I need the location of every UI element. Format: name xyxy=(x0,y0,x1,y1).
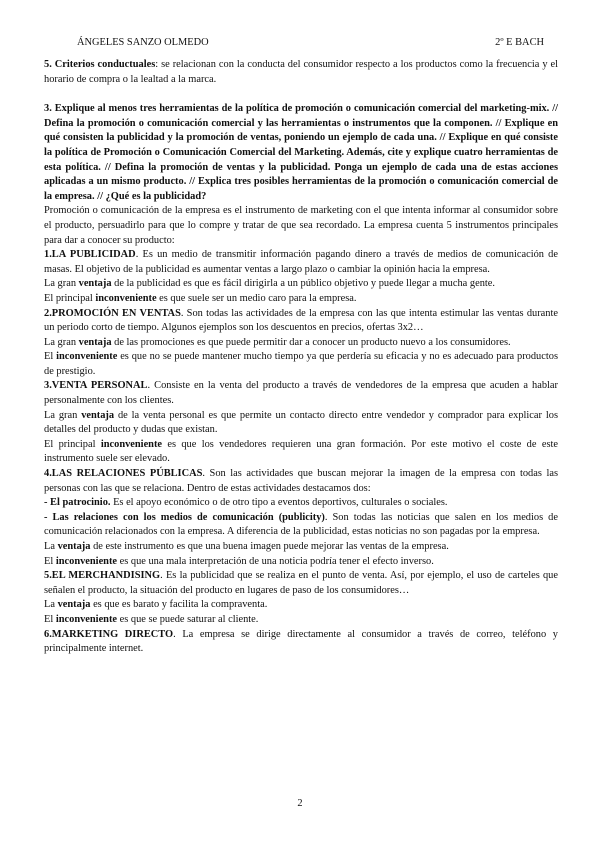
page-header xyxy=(77,37,544,48)
inconveniente-word: inconveniente xyxy=(100,438,163,450)
merch-ventaja xyxy=(44,598,558,613)
publicidad-title: 1.LA PUBLICIDAD xyxy=(44,249,136,261)
inconveniente-post: es que los vendedores requieren una gran formación. Por este motivo el coste de este instrumento suele ser elevado. xyxy=(44,438,558,465)
promocion-inconveniente xyxy=(44,350,558,379)
inconveniente-pre: El principal xyxy=(44,438,101,450)
header-course: 2º E BACH xyxy=(495,37,544,48)
ventaja-word: ventaja xyxy=(78,336,112,348)
venta-title: 3.VENTA PERSONAL xyxy=(44,380,148,392)
header-author: ÁNGELES SANZO OLMEDO xyxy=(77,37,209,48)
relaciones-ventaja xyxy=(44,540,558,555)
patrocinio-text: Es el apoyo económico o de otro tipo a eventos deportivos, culturales o sociales. xyxy=(110,497,448,509)
ventaja-pre: La gran xyxy=(44,409,82,421)
venta-inconveniente xyxy=(44,438,558,467)
marketing-title: 6.MARKETING DIRECTO xyxy=(44,628,174,640)
merch-text: . Es la publicidad que se realiza en el punto de venta. Así, por ejemplo, el uso de carteles que señalen el producto, la situación del producto en lugares de paso de los consumidores… xyxy=(44,570,558,596)
patrocinio-item xyxy=(44,496,558,511)
marketing-paragraph xyxy=(44,628,558,657)
inconveniente-post: es que una mala interpretación de una noticia podría tener el efecto inverso. xyxy=(117,555,434,567)
inconveniente-word: inconveniente xyxy=(95,292,157,304)
inconveniente-word: inconveniente xyxy=(55,613,118,625)
patrocinio-label: - El patrocinio. xyxy=(44,497,111,509)
marketing-text: . La empresa se dirige directamente al consumidor a través de correo, teléfono y principalmente internet. xyxy=(44,628,558,655)
page-number: 2 xyxy=(297,798,303,809)
venta-ventaja xyxy=(44,409,558,438)
relaciones-text: . Son las actividades que buscan mejorar la imagen de la empresa con todas las personas con las que se relaciona. Dentro de estas actividades destacamos dos: xyxy=(44,468,558,494)
inconveniente-post: es que suele ser un medio caro para la empresa. xyxy=(156,292,357,304)
venta-text: . Consiste en la venta del producto a través de vendedores de la empresa que acuden a hablar personalmente con los clientes. xyxy=(44,380,559,407)
inconveniente-word: inconveniente xyxy=(55,555,118,567)
inconveniente-pre: El xyxy=(44,351,57,363)
inconveniente-word: inconveniente xyxy=(56,351,118,363)
publicidad-text: . Es un medio de transmitir información pagando dinero a través de medios de comunicación de masas. El objetivo de la publicidad es aumentar ventas a largo plazo o cambiar la opinión hacia la empresa. xyxy=(44,249,558,275)
inconveniente-pre: El principal xyxy=(44,292,96,304)
ventaja-word: ventaja xyxy=(57,541,91,552)
publicity-item xyxy=(44,511,558,540)
ventaja-post: de las promociones es que puede permitir dar a conocer un producto nuevo a los consumidores. xyxy=(111,336,511,348)
ventaja-pre: La xyxy=(44,541,58,552)
criterios-paragraph xyxy=(44,58,558,87)
promocion-paragraph xyxy=(44,307,558,336)
ventaja-pre: La xyxy=(44,599,58,611)
merch-inconveniente xyxy=(44,613,558,628)
inconveniente-post: es que no se puede mantener mucho tiempo ya que perdería su eficacia y no es adecuado para productos de prestigio. xyxy=(44,351,558,377)
inconveniente-pre: El xyxy=(44,555,56,567)
publicity-text: . Son todas las noticias que salen en los medios de comunicación relacionados con la empresa. A diferencia de la publicidad, estas noticias no son pagadas por la empresa. xyxy=(44,511,558,538)
venta-paragraph xyxy=(44,379,558,408)
relaciones-inconveniente xyxy=(44,555,558,570)
relaciones-title: 4.LAS RELACIONES PÚBLICAS xyxy=(44,468,203,480)
promocion-title: 2.PROMOCIÓN EN VENTAS xyxy=(44,307,181,319)
criterios-label: 5. Criterios conductuales xyxy=(44,59,156,70)
relaciones-paragraph xyxy=(44,467,558,496)
criterios-text: : se relacionan con la conducta del consumidor respecto a los productos como la frecuencia y el horario de compra o la lealtad a la marca. xyxy=(44,59,558,85)
merch-title: 5.EL MERCHANDISING xyxy=(44,570,161,582)
inconveniente-post: es que se puede saturar al cliente. xyxy=(117,613,259,625)
publicidad-inconveniente xyxy=(44,292,558,307)
ventaja-word: ventaja xyxy=(57,599,91,611)
question-heading: 3. Explique al menos tres herramientas de la política de promoción o comunicación comercial del marketing-mix. // Defina la promoción o comunicación comercial y las herramientas o instrumentos que la componen. // Explique en qué consisten la publicidad y la promoción de ventas, poniendo un ejemplo de cada una. // Explique en qué consiste la política de Promoción o Comunicación Comercial del Marketing. Además, cite y explique cuatro herramientas de esta política. // Defina la promoción de ventas y la publicidad. Ponga un ejemplo de cada una de estas acciones aplicadas a un mismo producto. // Explica tres posibles herramientas de la promoción o comunicación comercial de la empresa. // ¿Qué es la publicidad? xyxy=(44,103,558,202)
page-content xyxy=(44,58,558,657)
merch-paragraph xyxy=(44,569,558,598)
ventaja-post: es que es barato y facilita la compraventa. xyxy=(90,599,268,611)
ventaja-post: de este instrumento es que una buena imagen puede mejorar las ventas de la empresa. xyxy=(90,541,449,552)
publicidad-ventaja xyxy=(44,277,558,292)
ventaja-post: de la publicidad es que es fácil dirigirla a un público objetivo y puede llegar a mucha gente. xyxy=(111,278,495,290)
promocion-ventaja xyxy=(44,336,558,351)
publicity-label: - Las relaciones con los medios de comunicación (publicity) xyxy=(44,511,325,523)
intro-paragraph: Promoción o comunicación de la empresa es el instrumento de marketing con el que intenta informar al consumidor sobre el producto, persuadirlo para que lo compre y tratar de que sea recordado. La empresa cuenta 5 instrumentos principales para dar a conocer su producto: xyxy=(44,205,558,246)
ventaja-word: ventaja xyxy=(78,278,112,290)
inconveniente-pre: El xyxy=(44,613,56,625)
ventaja-pre: La gran xyxy=(44,278,79,290)
ventaja-word: ventaja xyxy=(81,409,115,421)
ventaja-pre: La gran xyxy=(44,336,79,348)
promocion-text: . Son todas las actividades de la empresa con las que intenta estimular las ventas durante un periodo corto de tiempo. Algunos ejemplos son los descuentos en precios, ofertas 3x2… xyxy=(44,307,558,334)
ventaja-post: de la venta personal es que permite un contacto directo entre vendedor y comprador para explicar los detalles del producto y dudas que existan. xyxy=(44,409,558,436)
publicidad-paragraph xyxy=(44,248,558,277)
